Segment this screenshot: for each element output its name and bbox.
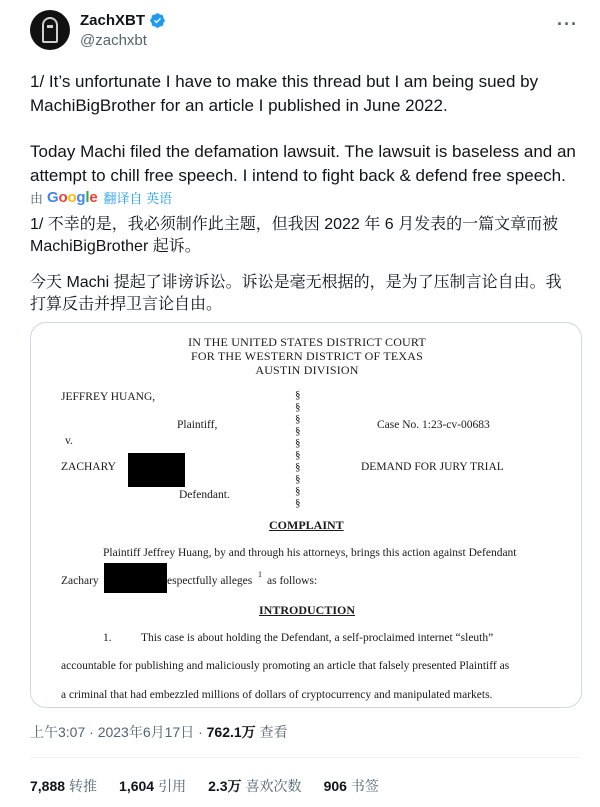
- tweet-timestamp[interactable]: 上午3:07 · 2023年6月17日 ·: [30, 724, 207, 740]
- more-options-icon[interactable]: ···: [557, 14, 578, 34]
- engagement-stats: [30, 776, 379, 796]
- retweets-label: 转推: [69, 778, 98, 794]
- defendant-role: Defendant.: [179, 489, 230, 501]
- view-count: 762.1万: [206, 724, 256, 740]
- complaint-heading: COMPLAINT: [269, 518, 344, 532]
- google-logo: Google: [47, 189, 98, 206]
- tweet-text-line: 1/ It’s unfortunate I have to make this thread but I am being sued by: [30, 72, 539, 91]
- section-mark: §: [295, 473, 301, 485]
- versus-label: v.: [65, 435, 73, 447]
- complaint-text-middle: espectfully alleges: [167, 575, 253, 587]
- tweet-header: [30, 10, 580, 54]
- jury-demand: DEMAND FOR JURY TRIAL: [361, 461, 504, 473]
- court-division: AUSTIN DIVISION: [255, 363, 359, 377]
- retweets-stat[interactable]: [30, 776, 97, 796]
- introduction-heading: INTRODUCTION: [259, 603, 356, 617]
- likes-count: 2.3万: [208, 778, 242, 794]
- court-title: IN THE UNITED STATES DISTRICT COURT: [188, 335, 426, 349]
- section-mark: §: [295, 389, 301, 401]
- paragraph-text-line: a criminal that had embezzled millions of dollars of cryptocurrency and manipulated markets.: [61, 689, 493, 701]
- attached-document-image[interactable]: [30, 322, 582, 708]
- retweets-count: 7,888: [30, 778, 66, 794]
- section-mark: §: [295, 401, 301, 413]
- tweet-text-line: MachiBigBrother for an article I published in June 2022.: [30, 96, 448, 115]
- quotes-label: 引用: [158, 778, 187, 794]
- case-number: Case No. 1:23-cv-00683: [377, 419, 490, 431]
- defendant-name: ZACHARY: [61, 461, 116, 473]
- likes-label: 喜欢次数: [245, 778, 302, 794]
- redaction-box: [128, 453, 185, 487]
- translated-text-line: MachiBigBrother 起诉。: [30, 238, 201, 255]
- translation-by-label: 由: [30, 191, 44, 206]
- author-handle[interactable]: @zachxbt: [80, 32, 147, 49]
- tweet-text-line: Today Machi filed the defamation lawsuit. The lawsuit is baseless and an: [30, 142, 576, 161]
- section-mark: §: [295, 449, 301, 461]
- section-mark: §: [295, 437, 301, 449]
- section-mark: §: [295, 485, 301, 497]
- bookmarks-count: 906: [323, 778, 347, 794]
- tweet-timestamp-row: [30, 722, 288, 742]
- view-count-label: 查看: [255, 724, 288, 740]
- section-mark: §: [295, 461, 301, 473]
- complaint-text-end: as follows:: [267, 575, 318, 587]
- divider: [30, 757, 580, 758]
- author-name-row: [80, 12, 166, 29]
- translated-text-line: 1/ 不幸的是，我必须制作此主题，但我因 2022 年 6 月发表的一篇文章而被: [30, 216, 559, 233]
- likes-stat[interactable]: [208, 776, 301, 796]
- plaintiff-name: JEFFREY HUANG,: [61, 391, 156, 403]
- translated-text-line: 打算反击并捍卫言论自由。: [30, 296, 223, 313]
- paragraph-number: 1.: [103, 632, 112, 644]
- translated-from-link[interactable]: 翻译自 英语: [103, 191, 173, 206]
- redaction-box: [104, 563, 167, 593]
- bookmarks-label: 书签: [350, 778, 379, 794]
- section-mark: §: [295, 413, 301, 425]
- tweet-text-line: attempt to chill free speech. I intend to fight back & defend free speech.: [30, 166, 566, 185]
- section-mark: §: [295, 497, 301, 509]
- translation-attribution: [30, 188, 172, 207]
- paragraph-text-line: accountable for publishing and maliciously promoting an article that falsely presented Plaintiff as: [61, 660, 510, 672]
- bookmarks-stat[interactable]: [324, 776, 379, 796]
- translated-text-line: 今天 Machi 提起了诽谤诉讼。诉讼是毫无根据的，是为了压制言论自由。我: [30, 274, 562, 291]
- author-display-name[interactable]: ZachXBT: [80, 12, 146, 29]
- avatar-figure-icon: [42, 17, 58, 43]
- avatar[interactable]: [30, 10, 70, 50]
- paragraph-text-line: This case is about holding the Defendant, a self-proclaimed internet “sleuth”: [141, 632, 494, 644]
- court-document: [31, 323, 581, 707]
- complaint-text-start: Zachary: [61, 575, 99, 587]
- court-district: FOR THE WESTERN DISTRICT OF TEXAS: [190, 349, 424, 363]
- complaint-text-line: Plaintiff Jeffrey Huang, by and through his attorneys, brings this action against Defendant: [103, 547, 517, 559]
- quotes-count: 1,604: [119, 778, 155, 794]
- plaintiff-role: Plaintiff,: [177, 419, 218, 431]
- quotes-stat[interactable]: [119, 776, 186, 796]
- verified-badge-icon: [149, 12, 166, 29]
- footnote-marker: 1: [258, 570, 262, 579]
- section-mark: §: [295, 425, 301, 437]
